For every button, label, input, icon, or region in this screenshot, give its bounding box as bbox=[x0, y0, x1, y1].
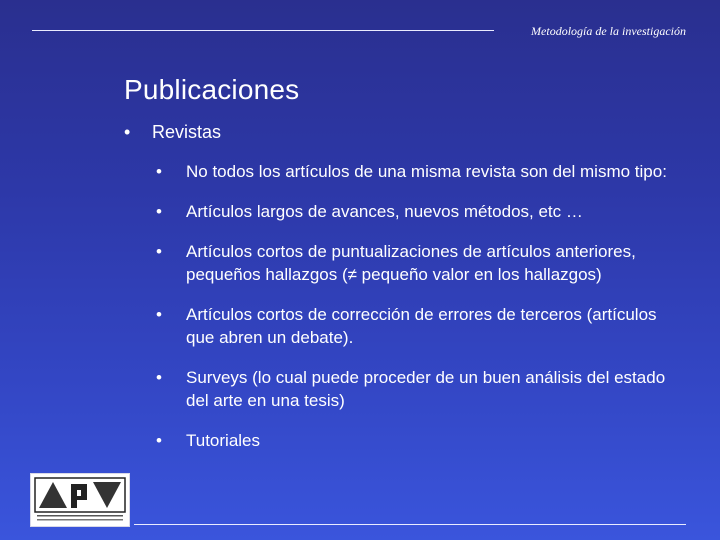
sub-bullet-text: Artículos cortos de corrección de errores de terceros (artículos que abren un debate). bbox=[186, 305, 657, 347]
institution-logo-icon bbox=[30, 473, 130, 527]
bullet-item-revistas bbox=[124, 122, 221, 143]
sub-bullet-text: Surveys (lo cual puede proceder de un buen análisis del estado del arte en una tesis) bbox=[186, 368, 666, 410]
sub-bullet-item bbox=[156, 429, 676, 452]
sub-bullet-text: Tutoriales bbox=[186, 431, 261, 450]
sub-bullet-item bbox=[156, 366, 676, 412]
sub-bullet-item bbox=[156, 303, 676, 349]
sub-bullet-item bbox=[156, 160, 676, 183]
bullet-text: Revistas bbox=[152, 122, 222, 142]
sub-bullet-list bbox=[156, 160, 676, 469]
header-divider bbox=[32, 30, 494, 31]
footer-divider bbox=[134, 524, 686, 525]
bullet-icon: • bbox=[156, 305, 162, 324]
sub-bullet-text: No todos los artículos de una misma revista son del mismo tipo: bbox=[186, 162, 667, 181]
bullet-icon: • bbox=[156, 202, 162, 221]
sub-bullet-text: Artículos cortos de puntualizaciones de artículos anteriores, pequeños hallazgos (≠ pequeño valor en los hallazgos) bbox=[186, 242, 636, 284]
bullet-icon: • bbox=[124, 122, 131, 142]
logo-graphic bbox=[31, 474, 129, 526]
slide-title: Publicaciones bbox=[124, 74, 300, 105]
bullet-icon: • bbox=[156, 368, 162, 387]
sub-bullet-item bbox=[156, 200, 676, 223]
course-title: Metodología de la investigación bbox=[531, 24, 686, 38]
bullet-icon: • bbox=[156, 162, 162, 181]
sub-bullet-item bbox=[156, 240, 676, 286]
bullet-icon: • bbox=[156, 242, 162, 261]
sub-bullet-text: Artículos largos de avances, nuevos métodos, etc … bbox=[186, 202, 583, 221]
bullet-icon: • bbox=[156, 431, 162, 450]
